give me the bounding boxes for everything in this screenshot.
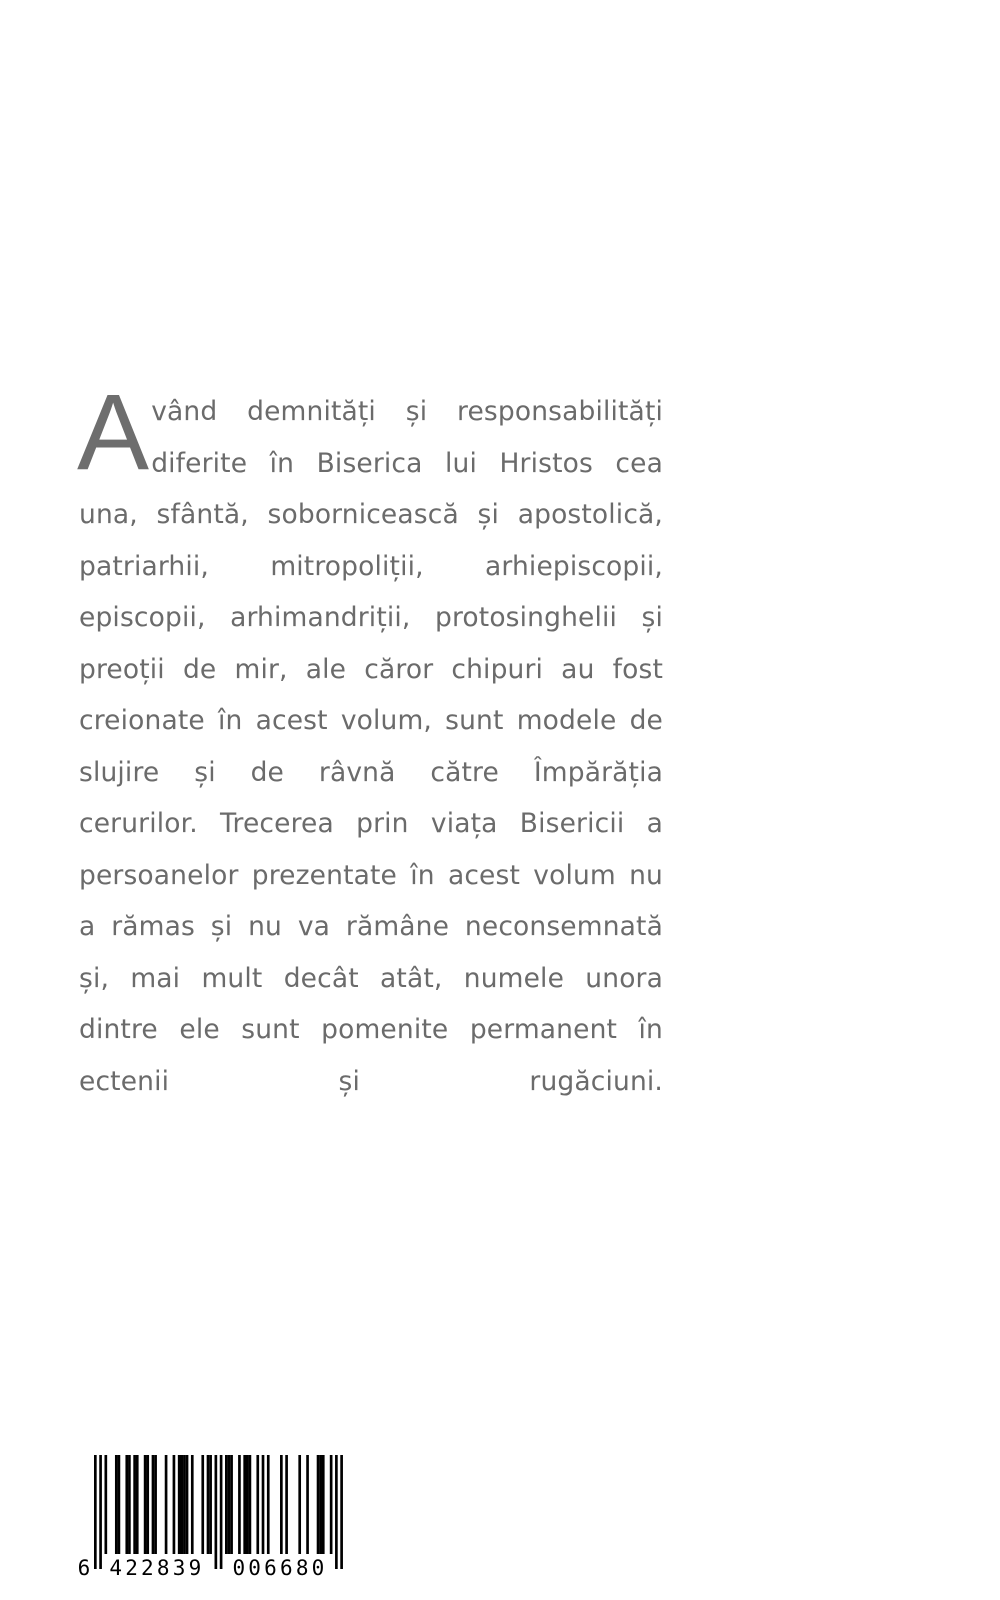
drop-cap-letter: A [77, 371, 150, 492]
back-cover-blurb [77, 371, 663, 1107]
barcode-bar [125, 1455, 128, 1554]
barcode-bar [201, 1455, 204, 1554]
barcode-bar [115, 1455, 118, 1554]
barcode-bar [118, 1455, 121, 1554]
barcode [76, 1455, 348, 1577]
barcode-bar [104, 1455, 107, 1554]
barcode-bar [230, 1455, 233, 1554]
barcode-bar [280, 1455, 283, 1554]
barcode-bar [335, 1455, 338, 1569]
barcode-bar [207, 1455, 210, 1554]
barcode-bar [267, 1455, 270, 1554]
barcode-bar [128, 1455, 131, 1554]
barcode-bar [246, 1455, 249, 1554]
barcode-bar [94, 1455, 97, 1569]
barcode-bar [319, 1455, 322, 1554]
barcode-bar [152, 1455, 155, 1554]
barcode-bar [133, 1455, 136, 1554]
barcode-bar [165, 1455, 168, 1554]
barcode-bar [298, 1455, 301, 1554]
barcode-bar [249, 1455, 252, 1554]
barcode-bar [180, 1455, 183, 1554]
barcode-bar [209, 1455, 212, 1554]
barcode-left-digits: 422839 [109, 1556, 205, 1577]
barcode-right-digits: 006680 [232, 1556, 328, 1577]
blurb-text: vând demnități și responsabilități diferite în Biserica lui Hristos cea una, sfântă, sobornicească și apostolică, patriarhii, mitropoliții, arhiepiscopii, episcopii, arhimandriții, protosinghelii și preoții de mir, ale căror chipuri au fost creionate în acest volum, sunt modele de slujire și de râvnă către Împărăția cerurilor. Trecerea prin viața Bisericii a persoanelor prezentate în acest volum nu a rămas și nu va rămâne neconsemnată și, mai mult decât atât, numele unora dintre ele sunt pomenite permanent în ectenii și rugăciuni. [79, 396, 663, 1097]
barcode-bar [322, 1455, 325, 1554]
barcode-bar [220, 1455, 223, 1569]
barcode-bar [215, 1455, 218, 1569]
barcode-bar [186, 1455, 189, 1554]
barcode-bar [136, 1455, 139, 1554]
barcode-bar [146, 1455, 149, 1554]
barcode-bar [173, 1455, 176, 1554]
barcode-bar [183, 1455, 186, 1554]
barcode-bar [144, 1455, 147, 1554]
barcode-first-digit: 6 [77, 1556, 91, 1577]
barcode-bar [178, 1455, 181, 1554]
barcode-bar [262, 1455, 265, 1554]
barcode-bar [243, 1455, 246, 1554]
barcode-bar [228, 1455, 231, 1554]
barcode-bar [330, 1455, 333, 1554]
barcode-bar [225, 1455, 228, 1554]
barcode-bar [285, 1455, 288, 1554]
barcode-bar [306, 1455, 309, 1554]
barcode-bar [191, 1455, 194, 1554]
barcode-bar [238, 1455, 241, 1554]
barcode-bar [256, 1455, 259, 1554]
barcode-bar [317, 1455, 320, 1554]
barcode-bar [154, 1455, 157, 1554]
barcode-bar [340, 1455, 343, 1569]
barcode-graphic [76, 1455, 348, 1577]
barcode-bar [99, 1455, 102, 1569]
